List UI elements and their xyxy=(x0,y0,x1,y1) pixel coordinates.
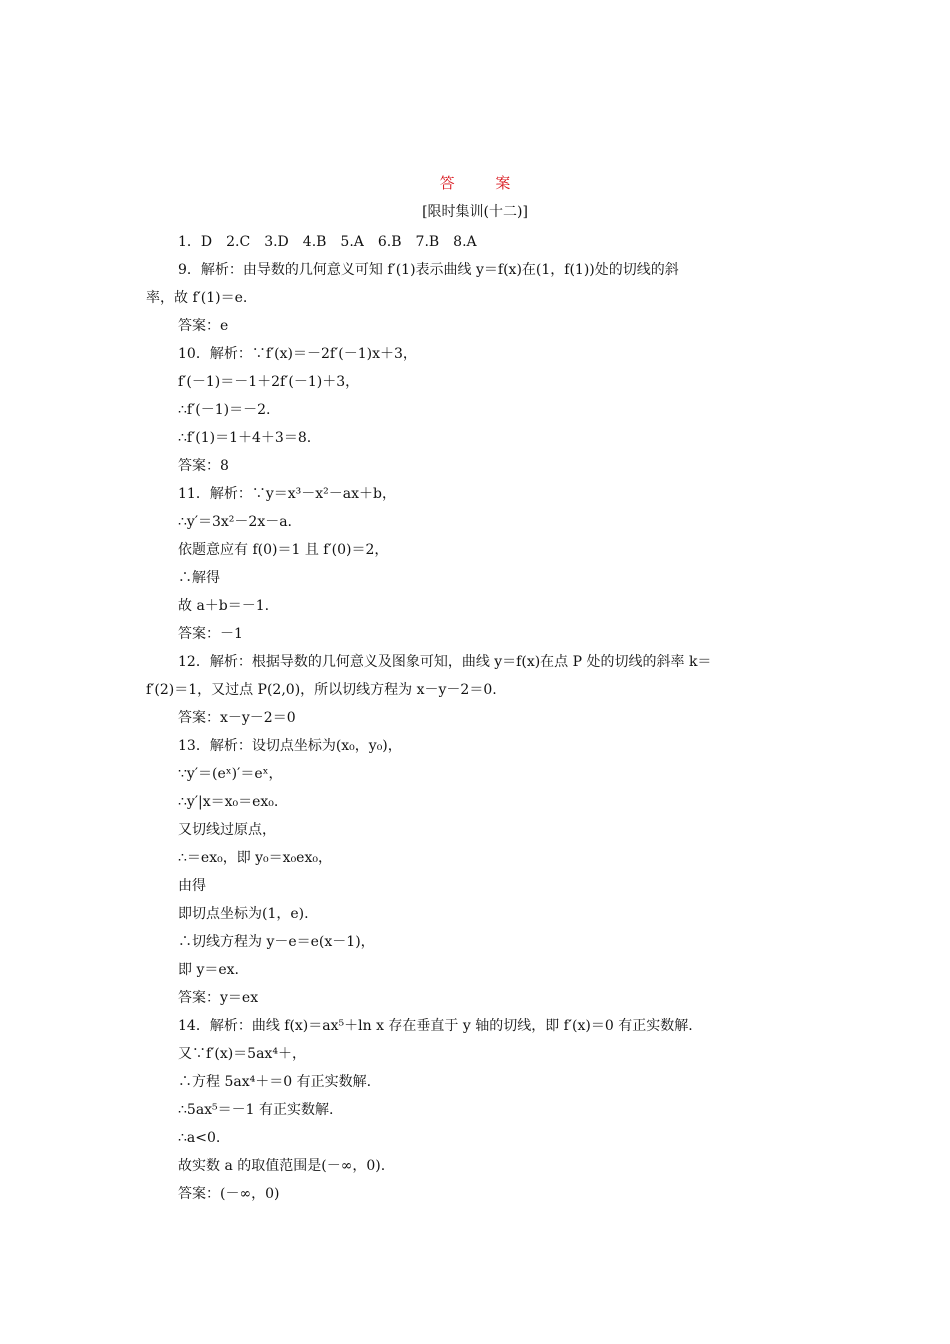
answer-line: 13．解析：设切点坐标为(x₀，y₀)， xyxy=(178,738,402,754)
answer-line: ∴y′|x＝x₀＝ex₀. xyxy=(178,794,279,810)
answer-line: 答案：x－y－2＝0 xyxy=(178,710,296,726)
answer-line: 即切点坐标为(1，e). xyxy=(178,906,309,922)
page-title: 答 案 xyxy=(439,174,529,192)
answer-line: 答案：－1 xyxy=(178,626,243,642)
answer-line: 14．解析：曲线 f(x)＝ax⁵＋ln x 存在垂直于 y 轴的切线，即 f′(x)＝0 有正实数解. xyxy=(178,1018,693,1034)
answer-line: 又∵f′(x)＝5ax⁴＋， xyxy=(178,1046,306,1062)
answer-line: ∴5ax⁵＝－1 有正实数解. xyxy=(178,1102,334,1118)
page-subtitle: [限时集训(十二)] xyxy=(422,204,528,220)
answer-line: ∴切线方程为 y－e＝e(x－1)， xyxy=(178,934,375,950)
answer-line: ∵y′＝(eˣ)′＝eˣ， xyxy=(178,766,283,782)
answer-line: 答案：(－∞，0) xyxy=(178,1186,280,1202)
answer-line: 率，故 f′(1)＝e. xyxy=(146,290,248,306)
answer-line: 10．解析：∵f′(x)＝－2f′(－1)x＋3， xyxy=(178,346,417,362)
answer-line: 答案：e xyxy=(178,318,229,334)
answer-line: ∴a<0. xyxy=(178,1130,221,1146)
answer-line: ∴解得 xyxy=(178,570,220,586)
answer-line: ∴＝ex₀，即 y₀＝x₀ex₀， xyxy=(178,850,332,866)
answer-line: 9．解析：由导数的几何意义可知 f′(1)表示曲线 y＝f(x)在(1，f(1))处的切线的斜 xyxy=(178,262,679,278)
answer-line: ∴f′(1)＝1＋4＋3＝8. xyxy=(178,430,312,446)
answer-line: 答案：8 xyxy=(178,458,229,474)
answer-line: 故 a＋b＝－1. xyxy=(178,598,270,614)
answer-line: 即 y＝ex. xyxy=(178,962,239,978)
answer-line: ∴方程 5ax⁴＋＝0 有正实数解. xyxy=(178,1074,372,1090)
answer-line: ∴y′＝3x²－2x－a. xyxy=(178,514,293,530)
answer-line: 12．解析：根据导数的几何意义及图象可知，曲线 y＝f(x)在点 P 处的切线的斜率 k＝ xyxy=(178,654,712,670)
answer-line: ∴f′(－1)＝－2. xyxy=(178,402,271,418)
answer-line: 又切线过原点， xyxy=(178,822,276,838)
answer-line: 1．D 2.C 3.D 4.B 5.A 6.B 7.B 8.A xyxy=(178,234,477,250)
answer-line: f′(2)＝1，又过点 P(2,0)，所以切线方程为 x－y－2＝0. xyxy=(146,682,497,698)
answer-body xyxy=(146,228,806,1208)
answer-line: 答案：y＝ex xyxy=(178,990,259,1006)
answer-line: 依题意应有 f(0)＝1 且 f′(0)＝2， xyxy=(178,542,389,558)
answer-line: f′(－1)＝－1＋2f′(－1)＋3， xyxy=(178,374,360,390)
answer-line: 由得 xyxy=(178,878,206,894)
answer-line: 故实数 a 的取值范围是(－∞，0). xyxy=(178,1158,386,1174)
answer-line: 11．解析：∵y＝x³－x²－ax＋b， xyxy=(178,486,396,502)
